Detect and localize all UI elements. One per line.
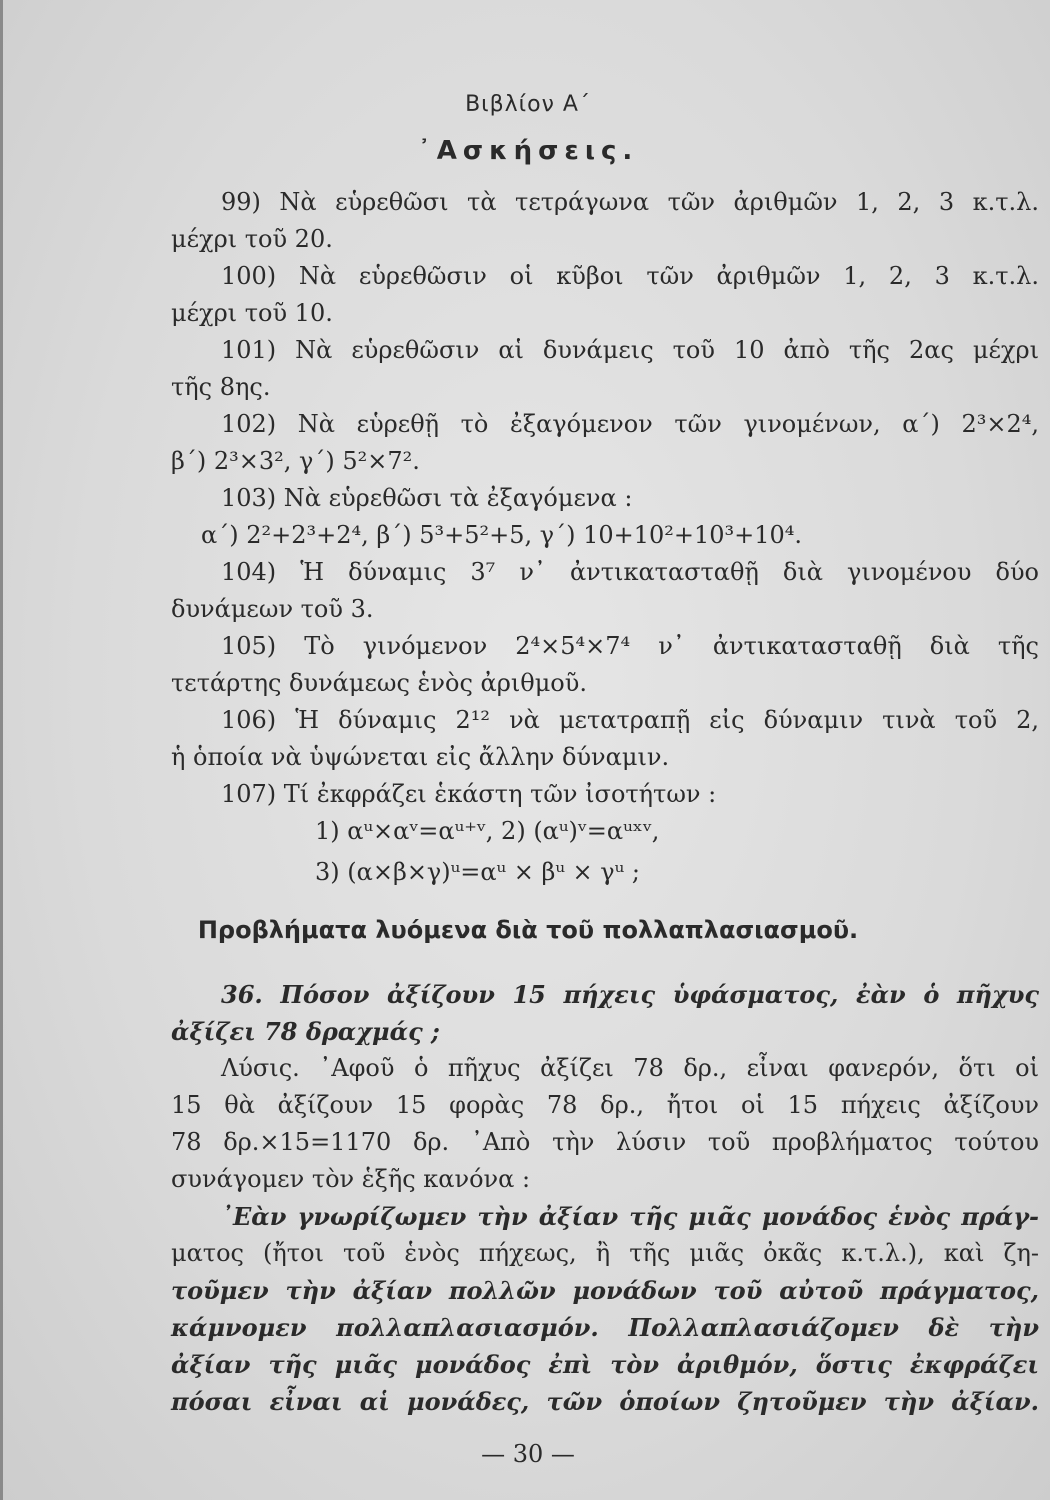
- exercise-102-line1: 102) Νὰ εὑρεθῇ τὸ ἐξαγόμενον τῶν γινομένων, α΄) 2³×2⁴,: [221, 410, 1039, 438]
- rule-line1: ᾿Εὰν γνωρίζωμεν τὴν ἀξίαν τῆς μιᾶς μονάδος ἑνὸς πράγ-: [221, 1202, 1039, 1231]
- problem-36-line2: ἀξίζει 78 δραχμάς ;: [171, 1017, 440, 1046]
- exercise-102-line2: β΄) 2³×3², γ΄) 5²×7².: [171, 447, 420, 475]
- exercise-103-line2: α΄) 2²+2³+2⁴, β΄) 5³+5²+5, γ΄) 10+10²+10³+10⁴.: [201, 521, 803, 549]
- exercise-101-line1: 101) Νὰ εὑρεθῶσιν αἱ δυνάμεις τοῦ 10 ἀπὸ τῆς 2ας μέχρι: [221, 336, 1039, 364]
- solution-line2: 15 θὰ ἀξίζουν 15 φορὰς 78 δρ., ἤτοι οἱ 15 πήχεις ἀξίζουν: [171, 1091, 1039, 1119]
- exercise-107-formula2: 3) (α×β×γ)ᵘ=αᵘ × βᵘ × γᵘ ;: [315, 858, 640, 886]
- rule-line3: τοῦμεν τὴν ἀξίαν πολλῶν μονάδων τοῦ αὐτοῦ πράγματος,: [171, 1276, 1039, 1305]
- page-number: — 30 —: [481, 1440, 575, 1468]
- exercise-103-line1: 103) Νὰ εὑρεθῶσι τὰ ἐξαγόμενα :: [221, 484, 633, 512]
- rule-line6: πόσαι εἶναι αἱ μονάδες, τῶν ὁποίων ζητοῦμεν τὴν ἀξίαν.: [171, 1387, 1039, 1416]
- problem-36-line1: 36. Πόσον ἀξίζουν 15 πήχεις ὑφάσματος, ἐὰν ὁ πῆχυς: [221, 980, 1039, 1009]
- exercise-100-line1: 100) Νὰ εὑρεθῶσιν οἱ κῦβοι τῶν ἀριθμῶν 1, 2, 3 κ.τ.λ.: [221, 262, 1039, 290]
- exercises-title: ᾿Ασκήσεις.: [417, 136, 639, 166]
- rule-line4: κάμνομεν πολλαπλασιασμόν. Πολλαπλασιάζομεν δὲ τὴν: [171, 1313, 1039, 1342]
- rule-line5: ἀξίαν τῆς μιᾶς μονάδος ἐπὶ τὸν ἀριθμόν, ὅστις ἐκφράζει: [171, 1350, 1039, 1379]
- exercise-105-line2: τετάρτης δυνάμεως ἑνὸς ἀριθμοῦ.: [171, 669, 587, 697]
- solution-line4: συνάγομεν τὸν ἑξῆς κανόνα :: [171, 1165, 531, 1193]
- exercise-105-line1: 105) Τὸ γινόμενον 2⁴×5⁴×7⁴ ν᾿ ἀντικατασταθῇ διὰ τῆς: [221, 632, 1039, 660]
- exercise-104-line2: δυνάμεων τοῦ 3.: [171, 595, 374, 623]
- solution-line3: 78 δρ.×15=1170 δρ. ᾿Απὸ τὴν λύσιν τοῦ προβλήματος τούτου: [171, 1128, 1039, 1156]
- exercise-106-line1: 106) Ἡ δύναμις 2¹² νὰ μετατραπῇ εἰς δύναμιν τινὰ τοῦ 2,: [221, 706, 1039, 734]
- exercise-107-formula1: 1) αᵘ×αᵛ=αᵘ⁺ᵛ, 2) (αᵘ)ᵛ=αᵘˣᵛ,: [315, 817, 660, 845]
- exercise-106-line2: ἡ ὁποία νὰ ὑψώνεται εἰς ἄλλην δύναμιν.: [171, 743, 670, 771]
- exercise-101-line2: τῆς 8ης.: [171, 373, 271, 401]
- solution-line1: Λύσις. ᾿Αφοῦ ὁ πῆχυς ἀξίζει 78 δρ., εἶναι φανερόν, ὅτι οἱ: [221, 1054, 1039, 1082]
- running-header: Βιβλίον Α΄: [465, 92, 591, 117]
- exercise-99-line2: μέχρι τοῦ 20.: [171, 225, 333, 253]
- exercise-104-line1: 104) Ἡ δύναμις 3⁷ ν᾿ ἀντικατασταθῇ διὰ γινομένου δύο: [221, 558, 1039, 586]
- exercise-99-line1: 99) Νὰ εὑρεθῶσι τὰ τετράγωνα τῶν ἀριθμῶν 1, 2, 3 κ.τ.λ.: [221, 188, 1039, 216]
- rule-line2: ματος (ἤτοι τοῦ ἑνὸς πήχεως, ἢ τῆς μιᾶς ὀκᾶς κ.τ.λ.), καὶ ζη-: [171, 1239, 1039, 1267]
- exercise-107-line1: 107) Τί ἐκφράζει ἑκάστη τῶν ἰσοτήτων :: [221, 780, 717, 808]
- exercise-100-line2: μέχρι τοῦ 10.: [171, 299, 333, 327]
- problems-title: Προβλήματα λυόμενα διὰ τοῦ πολλαπλασιασμοῦ.: [197, 916, 859, 944]
